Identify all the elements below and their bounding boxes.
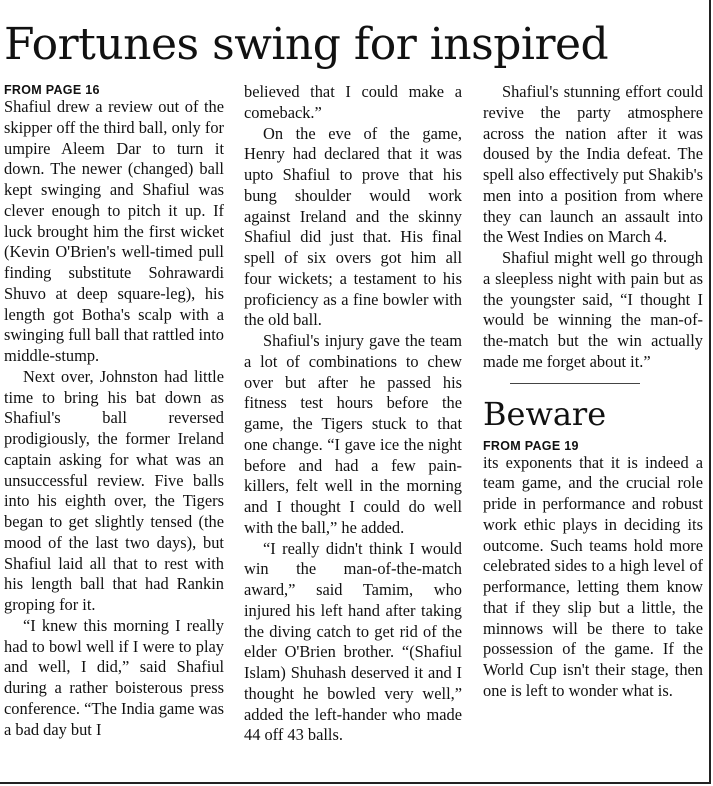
paragraph: believed that I could make a comeback.” <box>244 82 462 122</box>
section-divider <box>510 383 640 384</box>
article-column-3 <box>483 82 703 702</box>
article-column-1 <box>4 82 224 740</box>
article-column-2 <box>244 82 462 746</box>
paragraph: “I knew this morning I really had to bowl well if I were to play and well, I did,” said Shafiul during a rather boisterous press conference. “The India game was a bad day but I <box>4 615 224 739</box>
paragraph: Shafiul's stunning effort could revive the party atmosphere across the nation after it was doused by the India defeat. The spell also effectively put Shakib's men into a position from where they can launch an assault into the West Indies on March 4. <box>483 82 703 247</box>
sidebar-headline: Beware <box>483 394 607 433</box>
sidebar-kicker: FROM PAGE 19 <box>483 438 579 453</box>
paragraph: Shafiul drew a review out of the skipper off the third ball, only for umpire Aleem Dar to turn it down. The newer (changed) ball kept swinging and Shafiul was clever enough to pitch it up. If luck brought him the first wicket (Kevin O'Brien's well-timed pull finding substitute Sohrawardi Shuvo at deep square-leg), his length got Botha's scalp with a swinging full ball that rattled into middle-stump. <box>4 97 224 365</box>
sidebar-paragraph: its exponents that it is indeed a team game, and the crucial role pride in performance and robust work ethic plays in deciding its outcome. Such teams hold more celebrated sides to a high level of performance, letting them know that if they slip but a little, the minnows will be there to take possession of the game. If the World Cup isn't their stage, then one is left to wonder what is. <box>483 452 703 700</box>
paragraph: Shafiul might well go through a sleepless night with pain but as the youngster said, “I thought I would be winning the man-of-the-match but the win actually made me forget about it.” <box>483 248 703 371</box>
article-headline: Fortunes swing for inspired <box>4 19 609 70</box>
paragraph: Next over, Johnston had little time to bring his bat down as Shafiul's ball reversed prodigiously, the former Ireland captain asking for what was an unsuccessful review. Five balls into his eighth over, the Tigers began to get slightly tensed (the mood of the last two days), but Shafiul laid all that to rest with his length ball that had Rankin groping for it. <box>4 366 224 614</box>
article-kicker: FROM PAGE 16 <box>4 83 100 97</box>
paragraph: “I really didn't think I would win the man-of-the-match award,” said Tamim, who injured his left hand after taking the diving catch to get rid of the elder O'Brien brother. “(Shafiul Islam) Shuhash deserved it and I thought he bowled very well,” added the left-hander who made 44 off 43 balls. <box>244 538 462 745</box>
paragraph: Shafiul's injury gave the team a lot of combinations to chew over but after he passed his fitness test hours before the game, the Tigers stuck to that one change. “I gave ice the night before and had a few pain-killers, felt well in the morning and I thought I could do well with the ball,” he added. <box>244 331 462 537</box>
paragraph: On the eve of the game, Henry had declared that it was upto Shafiul to prove that his bung shoulder would work against Ireland and the skinny Shafiul did just that. His final spell of six overs got him all four wickets; a testament to his proficiency as a fine bowler with the old ball. <box>244 123 462 330</box>
